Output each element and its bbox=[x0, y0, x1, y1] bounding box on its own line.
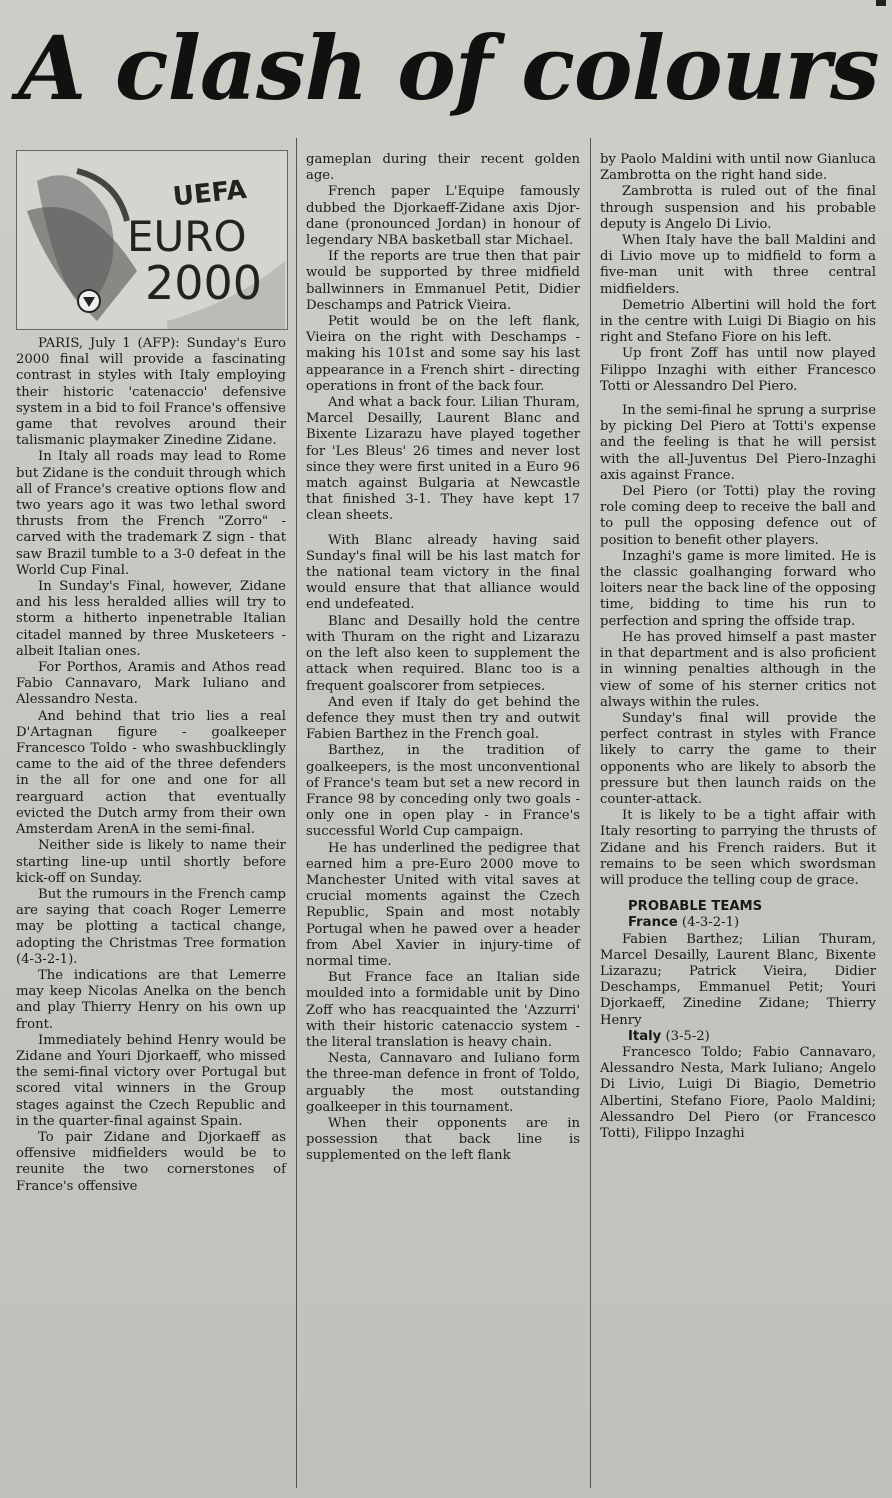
paragraph: French paper L'Equipe famously dubbed the Djorkaeff-Zidane axis Djor-dane (pronounced Jordan) in honour of legendary NBA basketball star Michael. bbox=[306, 184, 580, 249]
paragraph: And behind that trio lies a real D'Artagnan figure - goalkeeper Francesco Toldo - who swashbucklingly came to the aid of the three defenders in the all for one and one for all rearguard action that eventually evicted the Dutch army from their own Amsterdam ArenA in the semi-final. bbox=[16, 708, 286, 838]
paragraph: In Italy all roads may lead to Rome but Zidane is the conduit through which all of France's creative options flow and two years ago it was two lethal sword thrusts from the French "Zorro" - carved with the trademark Z sign - that saw Brazil tumble to a 3-0 defeat in the World Cup Final. bbox=[16, 449, 286, 578]
paragraph: With Blanc already having said Sunday's final will be his last match for the national team victory in the final would ensure that that alliance would end undefeated. bbox=[306, 532, 580, 613]
paragraph: Del Piero (or Totti) play the roving role coming deep to receive the ball and to pull the opposing defence out of position to benefit other players. bbox=[600, 484, 876, 548]
paragraph: He has proved himself a past master in that department and is also proficient in winning penalties although in the view of some of his sterner critics not always within the rules. bbox=[600, 629, 876, 710]
team-italy-formation: (3-5-2) bbox=[665, 1028, 710, 1044]
paragraph: Sunday's final will provide the perfect contrast in styles with France likely to carry the game to their opponents who are likely to absorb the pressure but then launch raids on the counter-attack. bbox=[600, 710, 876, 807]
paragraph: When their opponents are in possession that back line is supplemented on the left flank bbox=[306, 1115, 580, 1164]
team-italy-heading bbox=[628, 1029, 876, 1045]
paragraph: by Paolo Maldini with until now Gianluca Zambrotta on the right hand side. bbox=[600, 152, 876, 184]
paragraph: And even if Italy do get behind the defence they must then try and outwit Fabien Barthez in the French goal. bbox=[306, 694, 580, 743]
paragraph: To pair Zidane and Djorkaeff as offensive midfielders would be to reunite the two cornerstones of France's offensive bbox=[16, 1129, 286, 1194]
column-2 bbox=[306, 152, 580, 1165]
column-rule-1 bbox=[296, 138, 297, 1488]
column-1 bbox=[16, 150, 286, 1195]
team-france-name: France bbox=[628, 915, 678, 931]
paragraph: The indications are that Lemerre may keep Nicolas Anelka on the bench and play Thierry Henry on his own up front. bbox=[16, 967, 286, 1032]
paragraph: In the semi-final he sprung a surprise by picking Del Piero at Totti's expense and the feeling is that he will persist with the all-Juventus Del Piero-Inzaghi axis against France. bbox=[600, 403, 876, 483]
logo-uefa-text: UEFA bbox=[171, 174, 248, 213]
paragraph: Demetrio Albertini will hold the fort in the centre with Luigi Di Biagio on his right and Stefano Fiore on his left. bbox=[600, 297, 876, 346]
paragraph: Neither side is likely to name their starting line-up until shortly before kick-off on Sunday. bbox=[16, 838, 286, 886]
headline: A clash of colours bbox=[18, 16, 879, 120]
paragraph: When Italy have the ball Maldini and di Livio move up to midfield to form a five-man unit with three central midfielders. bbox=[600, 233, 876, 297]
team-france-heading bbox=[628, 915, 876, 931]
paragraph: Immediately behind Henry would be Zidane and Youri Djorkaeff, who missed the semi-final victory over Portugal but scored vital winners in the Group stages against the Czech Republic and in the quarter-final against Spain. bbox=[16, 1032, 286, 1129]
paragraph: Inzaghi's game is more limited. He is the classic goalhanging forward who loiters near the back line of the opposing time, bidding to time his run to perfection and spring the offside trap. bbox=[600, 548, 876, 629]
paragraph: Up front Zoff has until now played Filippo Inzaghi with either Francesco Totti or Alessandro Del Piero. bbox=[600, 346, 876, 394]
team-italy-players: Francesco Toldo; Fabio Cannavaro, Alessandro Nesta, Mark Iuliano; Angelo Di Livio, Luigi Di Biagio, Demetrio Albertini, Stefano Fiore, Paolo Maldini; Alessandro Del Piero (or Francesco Totti), Filippo Inzaghi bbox=[600, 1044, 876, 1141]
paragraph: And what a back four. Lilian Thuram, Marcel Desailly, Laurent Blanc and Bixente Lizarazu have played together for 'Les Bleus' 26 times and never lost since they were first united in a Euro 96 match against Bulgaria at Newcastle that finished 3-1. They have kept 17 clean sheets. bbox=[306, 395, 580, 524]
paragraph: Nesta, Cannavaro and Iuliano form the three-man defence in front of Toldo, arguably the most outstanding goalkeeper in this tournament. bbox=[306, 1051, 580, 1115]
paragraph: For Porthos, Aramis and Athos read Fabio Cannavaro, Mark Iuliano and Alessandro Nesta. bbox=[16, 660, 286, 708]
team-france-formation: (4-3-2-1) bbox=[681, 915, 740, 931]
column-rule-2 bbox=[590, 138, 591, 1488]
paragraph: Zambrotta is ruled out of the final through suspension and his probable deputy is Angelo Di Livio. bbox=[600, 184, 876, 232]
probable-teams-heading: PROBABLE TEAMS bbox=[628, 899, 763, 915]
paragraph: He has underlined the pedigree that earned him a pre-Euro 2000 move to Manchester United with vital saves at crucial moments against the Czech Republic, Spain and most notably Portugal when he pawed over a header from Abel Xavier in injury-time of normal time. bbox=[306, 840, 580, 969]
logo-year-text: 2000 bbox=[145, 256, 263, 310]
paragraph: gameplan during their recent golden age. bbox=[306, 152, 580, 184]
paragraph: If the reports are true then that pair would be supported by three midfield ballwinners in Emmanuel Petit, Didier Deschamps and Patrick Vieira. bbox=[306, 249, 580, 313]
paragraph: But France face an Italian side moulded into a formidable unit by Dino Zoff who has reacquainted the 'Azzurri' with their historic catenaccio system - the literal translation is heavy chain. bbox=[306, 970, 580, 1050]
logo-euro-text: EURO bbox=[127, 212, 247, 261]
paragraph: In Sunday's Final, however, Zidane and his less heralded allies will try to storm a hitherto inpenetrable Italian citadel manned by three Musketeers - albeit Italian ones. bbox=[16, 579, 286, 659]
euro-2000-logo bbox=[16, 150, 288, 330]
column-3 bbox=[600, 152, 876, 1142]
team-italy-name: Italy bbox=[628, 1028, 662, 1044]
paragraph: It is likely to be a tight affair with Italy resorting to parrying the thrusts of Zidane and his French raiders. But it remains to be seen which swordsman will produce the telling coup de grace. bbox=[600, 808, 876, 888]
paragraph: But the rumours in the French camp are saying that coach Roger Lemerre may be plotting a tactical change, adopting the Christmas Tree formation (4-3-2-1). bbox=[16, 886, 286, 967]
paragraph: Petit would be on the left flank, Vieira on the right with Deschamps - making his 101st and some say his last appearance in a French shirt - directing operations in front of the back four. bbox=[306, 314, 580, 394]
paragraph: Blanc and Desailly hold the centre with Thuram on the right and Lizarazu on the left also keen to supplement the attack when required. Blanc too is a frequent goalscorer from setpieces. bbox=[306, 613, 580, 694]
paragraph: PARIS, July 1 (AFP): Sunday's Euro 2000 final will provide a fascinating contrast in styles with Italy employing their historic 'catenaccio' defensive system in a bid to foil France's offensive game that revolves around their talismanic playmaker Zinedine Zidane. bbox=[16, 336, 286, 449]
team-france-players: Fabien Barthez; Lilian Thuram, Marcel Desailly, Laurent Blanc, Bixente Lizarazu; Patrick Vieira, Didier Deschamps, Emmanuel Petit; Youri Djorkaeff, Zinedine Zidane; Thierry Henry bbox=[600, 931, 876, 1028]
paragraph: Barthez, in the tradition of goalkeepers, is the most unconventional of France's team but set a new record in France 98 by conceding only two goals - only one in open play - in France's successful World Cup campaign. bbox=[306, 743, 580, 840]
